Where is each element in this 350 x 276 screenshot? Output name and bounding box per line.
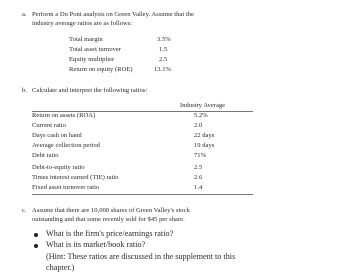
part-a-text-line2: industry average ratios are as follows: bbox=[32, 20, 133, 27]
hint-line2: chapter.) bbox=[46, 263, 75, 272]
footer-rule bbox=[32, 194, 253, 195]
ratio-value: 13.1% bbox=[154, 66, 172, 73]
part-a-label: a. bbox=[22, 11, 27, 18]
hint-line1: (Hint: These ratios are discussed in the supplement to this bbox=[46, 252, 236, 261]
part-b-label: b. bbox=[22, 87, 27, 94]
table-row-name: Times interest earned (TIE) ratio bbox=[32, 174, 119, 181]
column-header: Industry Average bbox=[180, 102, 226, 109]
table-row-name: Debt ratio bbox=[32, 152, 59, 159]
table-row-name: Current ratio bbox=[32, 122, 66, 129]
table-row-value: 22 days bbox=[194, 132, 215, 139]
ratio-value: 1.5 bbox=[159, 46, 168, 53]
table-row-name: Days cash on hand bbox=[32, 132, 82, 139]
table-row-name: Fixed asset turnover ratio bbox=[32, 184, 100, 191]
part-c-label: c. bbox=[22, 207, 27, 214]
table-row-value: 2.0 bbox=[194, 122, 203, 129]
table-row-name: Return on assets (ROA) bbox=[32, 112, 96, 119]
table-row-value: 2.6 bbox=[194, 174, 203, 181]
part-c-text-line1: Assume that there are 10,000 shares of Green Valley's stock bbox=[32, 207, 190, 214]
ratio-name: Equity multiplier bbox=[69, 56, 115, 63]
ratio-value: 2.5 bbox=[159, 56, 168, 63]
table-row-value: 1.4 bbox=[194, 184, 203, 191]
bullet-icon bbox=[34, 233, 38, 237]
ratio-name: Total margin bbox=[69, 36, 103, 43]
part-b-text: Calculate and interpret the following ratios: bbox=[32, 87, 148, 94]
table-row-value: 71% bbox=[194, 152, 207, 159]
part-a-text-line1: Perform a Du Pont analysis on Green Valley. Assume that the bbox=[32, 11, 194, 18]
table-row-value: 19 days bbox=[194, 142, 215, 149]
list-item: What is its market/book ratio? bbox=[46, 240, 146, 249]
table-row-name: Average collection period bbox=[32, 142, 100, 149]
table-row-value: 5.2% bbox=[194, 112, 208, 119]
table-row-value: 2.5 bbox=[194, 164, 203, 171]
ratio-value: 3.5% bbox=[157, 36, 171, 43]
ratio-name: Total asset turnover bbox=[69, 46, 121, 53]
part-c-text-line2: outstanding and that some recently sold for $45 per share. bbox=[32, 216, 185, 223]
bullet-icon bbox=[34, 244, 38, 248]
ratio-name: Return on equity (ROE) bbox=[69, 66, 133, 73]
list-item: What is the firm's price/earnings ratio? bbox=[46, 229, 174, 238]
table-row-name: Debt-to-equity ratio bbox=[32, 164, 85, 171]
